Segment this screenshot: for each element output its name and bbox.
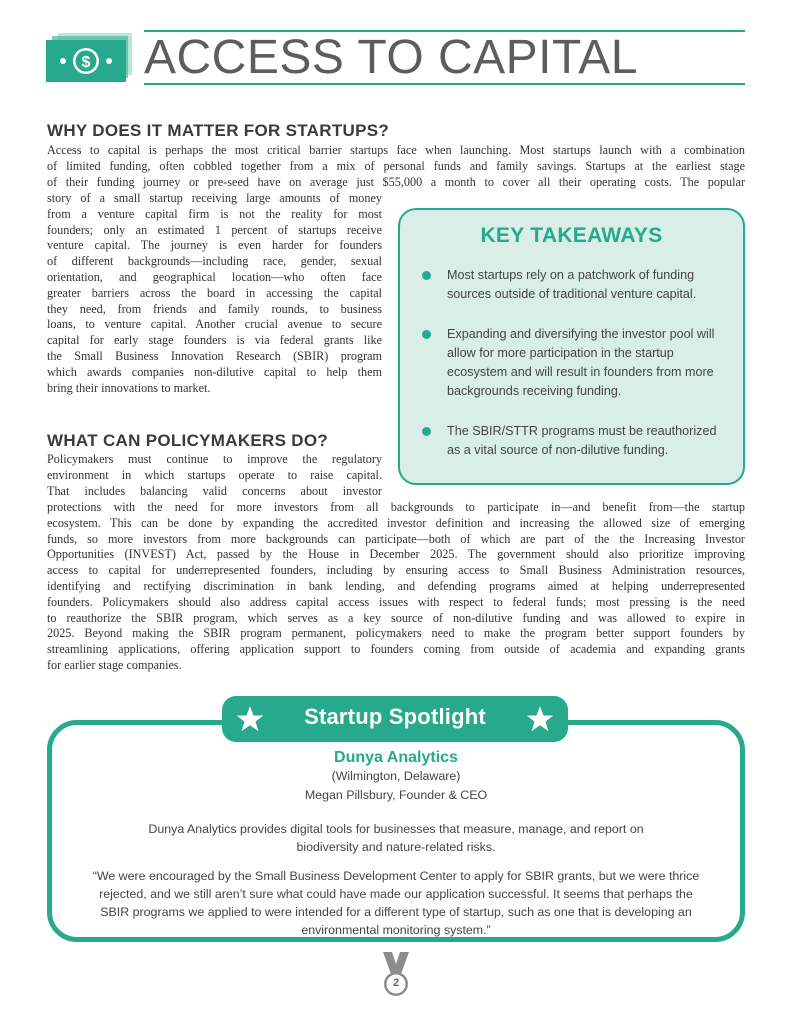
founder-quote: “We were encouraged by the Small Business Development Center to apply for SBIR grants, but we were thrice rejected, and we still aren’t sure what could have made our application successful. It seems that perhaps the SBIR programs we applied to were intended for a different type of startup, such as one that is developing an environmental monitoring system.” bbox=[92, 869, 700, 937]
key-takeaways-title: KEY TAKEAWAYS bbox=[480, 224, 663, 247]
section-heading-why: WHY DOES IT MATTER FOR STARTUPS? bbox=[47, 121, 390, 140]
text-line: streamlining applications, offering application support to founders coming from outside of academia and expanding grants bbox=[47, 642, 745, 657]
text-line: story of a small startup receiving large amounts of money bbox=[47, 191, 382, 205]
section-heading-policy: WHAT CAN POLICYMAKERS DO? bbox=[47, 431, 329, 450]
why-paragraph-narrow bbox=[47, 191, 382, 396]
star-icon bbox=[526, 705, 554, 733]
text-line: from a venture capital firm is not the reality for most bbox=[47, 206, 382, 221]
text-line: for earlier stage companies. bbox=[47, 657, 182, 672]
page-number-medal-icon bbox=[380, 952, 412, 998]
text-line: capital for early stage founders is via federal grants like bbox=[47, 333, 382, 348]
text-line: founders; only an estimated 1 percent of startups receive bbox=[47, 222, 382, 237]
text-line: greater barriers across the board in accessing the capital bbox=[47, 285, 382, 300]
text-line: protections with the need for more investors from all backgrounds to participate in—and benefit from—the startup bbox=[47, 500, 745, 514]
text-line: which awards companies non-dilutive capital to help them bbox=[47, 364, 382, 379]
text-line: venture capital. The journey is even harder for founders bbox=[47, 238, 382, 253]
takeaway-text: Most startups rely on a patchwork of funding sources outside of traditional venture capital. bbox=[447, 268, 697, 301]
text-line: identifying and rectifying discrimination in bank lending, and defending programs aimed at helping underrepresented bbox=[47, 578, 745, 593]
text-line: funds, so more investors from more backgrounds can participate—both of which are part of the the Increasing Investor bbox=[47, 531, 745, 546]
text-line: Access to capital is perhaps the most critical barrier startups face when launching. Most startups launch with a combination bbox=[47, 143, 745, 157]
founder-name: Megan Pillsbury, Founder & CEO bbox=[304, 788, 488, 802]
text-line: of their funding journey or pre-seed have on average just $55,000 a month to cover all their operating costs. The popular bbox=[47, 174, 745, 189]
text-line: That includes balancing valid concerns about investor bbox=[47, 483, 382, 498]
page-title: ACCESS TO CAPITAL bbox=[144, 31, 638, 84]
bullet-icon bbox=[422, 330, 431, 339]
text-line: environment in which startups operate to raise capital. bbox=[47, 467, 382, 482]
company-location: (Wilmington, Delaware) bbox=[331, 769, 461, 783]
text-line: ecosystem. This can be done by expanding the accredited investor definition and increasing the allowed size of emerging bbox=[47, 515, 745, 530]
text-line: loans, to venture capital. Another crucial avenue to secure bbox=[47, 317, 382, 332]
text-line: Opportunities (INVEST) Act, passed by the House in December 2025. The government should also prioritize improving bbox=[47, 547, 745, 562]
policy-paragraph-narrow bbox=[47, 452, 382, 499]
text-line: to reauthorize the SBIR program, which serves as a key source of non-dilutive funding and was allowed to expire in bbox=[47, 610, 745, 625]
company-description: Dunya Analytics provides digital tools for businesses that measure, manage, and report on biodiversity and nature-related risks. bbox=[148, 822, 644, 854]
text-line: the Small Business Innovation Research (SBIR) program bbox=[47, 348, 382, 363]
text-line: of limited funding, often cobbled together from a mix of personal funds and family savings. Startups at the earliest stage bbox=[47, 158, 745, 173]
page-number: 2 bbox=[392, 977, 400, 989]
bullet-icon bbox=[422, 427, 431, 436]
svg-text:$: $ bbox=[81, 54, 91, 71]
takeaway-text: The SBIR/STTR programs must be reauthorized as a vital source of non-dilutive funding. bbox=[447, 424, 717, 457]
text-line: bring their innovations to market. bbox=[47, 380, 211, 395]
policy-paragraph-full bbox=[47, 500, 745, 674]
startup-spotlight-banner bbox=[222, 696, 568, 742]
text-line: founders. Policymakers should also address capital access issues with respect to federal funds; most pressing is the need bbox=[47, 594, 745, 609]
money-icon bbox=[46, 33, 136, 83]
text-line: Policymakers must continue to improve the regulatory bbox=[47, 452, 382, 466]
bullet-icon bbox=[422, 271, 431, 280]
spotlight-title: Startup Spotlight bbox=[304, 704, 486, 729]
text-line: orientation, and geographical location—who often face bbox=[47, 269, 382, 284]
text-line: 2025. Beyond making the SBIR program permanent, policymakers need to make the program better support founders by bbox=[47, 626, 745, 641]
key-takeaways-box bbox=[398, 208, 745, 485]
takeaway-text: Expanding and diversifying the investor pool will allow for more participation in the startup ecosystem and will result in founders from more backgrounds receiving funding. bbox=[447, 327, 715, 398]
why-paragraph-full bbox=[47, 143, 745, 190]
company-name: Dunya Analytics bbox=[334, 749, 458, 766]
text-line: of different backgrounds—including race, gender, sexual bbox=[47, 254, 382, 269]
text-line: access to capital for underrepresented founders, including by ensuring access to Small Business Administration resources, bbox=[47, 563, 745, 578]
text-line: they need, from friends and family rounds, to business bbox=[47, 301, 382, 316]
